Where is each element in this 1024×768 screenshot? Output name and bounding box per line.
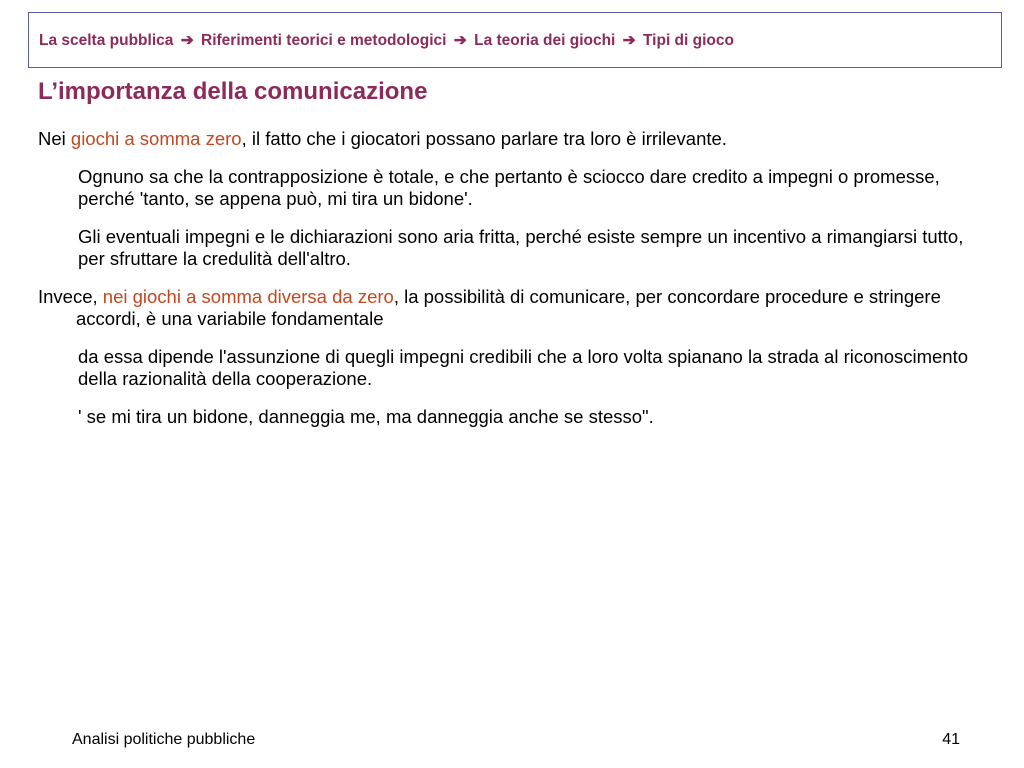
slide-body [38, 128, 988, 444]
page-title: L’importanza della comunicazione [38, 78, 428, 105]
breadcrumb-item: Tipi di gioco [642, 31, 734, 49]
arrow-right-icon: ➔ [180, 31, 194, 49]
highlight-non-zero-sum: nei giochi a somma diversa da zero [102, 286, 394, 307]
paragraph-non-zero-sum: Invece, nei giochi a somma diversa da zero, la possibilità di comunicare, per concordare procedure e stringere accordi, è una variabile fondamentale [38, 286, 941, 329]
header-frame [28, 12, 1002, 68]
arrow-right-icon: ➔ [622, 31, 636, 49]
subparagraph-empty-promises: Gli eventuali impegni e le dichiarazioni sono aria fritta, perché esiste sempre un incentivo a rimangiarsi tutto, per sfruttare la credulità dell'altro. [78, 226, 964, 269]
subparagraph-credible-commitments: da essa dipende l'assunzione di quegli impegni credibili che a loro volta spianano la strada al riconoscimento della razionalità della cooperazione. [78, 346, 969, 389]
highlight-zero-sum: giochi a somma zero [70, 128, 242, 149]
footer-course-title: Analisi politiche pubbliche [72, 731, 256, 748]
arrow-right-icon: ➔ [453, 31, 467, 49]
breadcrumb-item: La teoria dei giochi [474, 31, 616, 49]
breadcrumb [39, 31, 734, 50]
page-number: 41 [942, 731, 960, 748]
paragraph-zero-sum: Nei giochi a somma zero, il fatto che i giocatori possano parlare tra loro è irrilevante. [38, 128, 727, 149]
subparagraph-quote: ' se mi tira un bidone, danneggia me, ma danneggia anche se stesso". [78, 406, 654, 427]
breadcrumb-item: Riferimenti teorici e metodologici [201, 31, 447, 49]
subparagraph-distrust: Ognuno sa che la contrapposizione è totale, e che pertanto è sciocco dare credito a impegni o promesse, perché 'tanto, se appena può, mi tira un bidone'. [78, 166, 940, 209]
breadcrumb-item: La scelta pubblica [39, 31, 174, 49]
